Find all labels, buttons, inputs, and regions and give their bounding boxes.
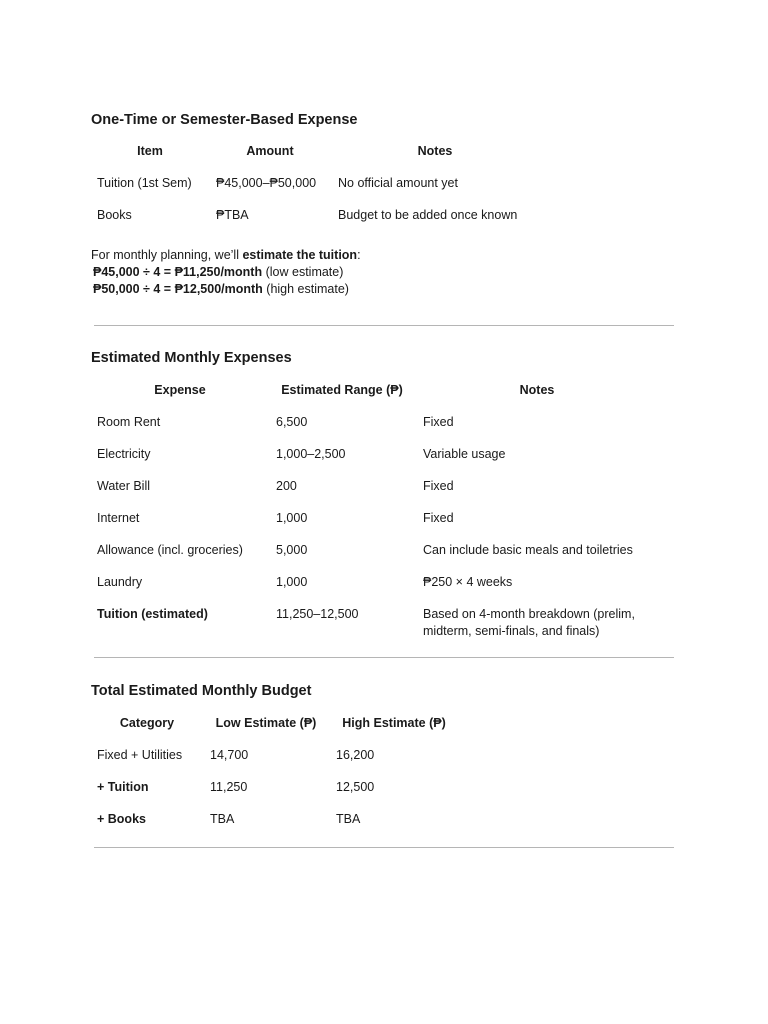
cell-expense: Room Rent [97,415,161,429]
high-estimate-line [91,281,361,298]
cell-high: 12,500 [336,780,375,794]
cell-category: Fixed + Utilities [97,748,183,762]
cell-expense: Laundry [97,575,143,589]
cell-expense: Electricity [97,447,151,461]
cell-amount: ₱45,000–₱50,000 [216,176,317,190]
cell-notes: Variable usage [423,447,506,461]
section-total-title: Total Estimated Monthly Budget [91,683,312,699]
cell-notes: No official amount yet [338,176,458,190]
cell-low: TBA [210,812,235,826]
cell-expense: Water Bill [97,479,151,493]
cell-notes: Fixed [423,511,454,525]
divider [94,847,674,848]
cell-low: 14,700 [210,748,249,762]
cell-category: + Tuition [97,780,149,794]
cell-notes: Based on 4-month breakdown (prelim, [423,607,635,621]
col-header-high: High Estimate (₱) [342,716,446,730]
cell-range: 6,500 [276,415,308,429]
col-header-amount: Amount [246,144,294,158]
intro-bold-text: estimate the tuition [242,248,358,262]
col-header-item: Item [137,144,163,158]
divider [94,325,674,326]
col-header-low: Low Estimate (₱) [215,716,317,730]
section-one-time-title: One-Time or Semester-Based Expense [91,112,358,128]
cell-range: 1,000 [276,511,308,525]
cell-notes: ₱250 × 4 weeks [423,575,513,589]
cell-notes: Fixed [423,415,454,429]
intro-suffix: : [357,248,361,262]
col-header-notes: Notes [519,383,555,397]
low-estimate-label: (low estimate) [262,265,344,279]
cell-expense: Internet [97,511,140,525]
col-header-expense: Expense [154,383,206,397]
cell-high: TBA [336,812,361,826]
low-estimate-line [91,264,361,281]
cell-low: 11,250 [210,780,248,794]
cell-category: + Books [97,812,146,826]
cell-item: Books [97,208,132,222]
cell-notes: Fixed [423,479,454,493]
col-header-category: Category [119,716,175,730]
cell-notes: Budget to be added once known [338,208,518,222]
cell-expense: Allowance (incl. groceries) [97,543,243,557]
cell-range: 200 [276,479,297,493]
cell-range: 5,000 [276,543,308,557]
cell-range: 1,000 [276,575,308,589]
cell-expense: Tuition (estimated) [97,607,208,621]
cell-range: 1,000–2,500 [276,447,346,461]
cell-notes-continued: midterm, semi-finals, and finals) [423,624,600,638]
divider [94,657,674,658]
cell-high: 16,200 [336,748,375,762]
intro-text: For monthly planning, we’ll [91,248,243,262]
high-estimate-label: (high estimate) [262,282,349,296]
section-monthly-title: Estimated Monthly Expenses [91,350,292,366]
high-estimate-formula: ₱50,000 ÷ 4 = ₱12,500/month [93,282,263,296]
low-estimate-formula: ₱45,000 ÷ 4 = ₱11,250/month [93,265,263,279]
cell-amount: ₱TBA [216,208,249,222]
col-header-range: Estimated Range (₱) [281,383,403,397]
intro-line [91,247,361,264]
tuition-estimate-paragraph [91,247,361,298]
cell-notes: Can include basic meals and toiletries [423,543,633,557]
col-header-notes: Notes [417,144,453,158]
cell-item: Tuition (1st Sem) [97,176,192,190]
cell-range: 11,250–12,500 [276,607,359,621]
